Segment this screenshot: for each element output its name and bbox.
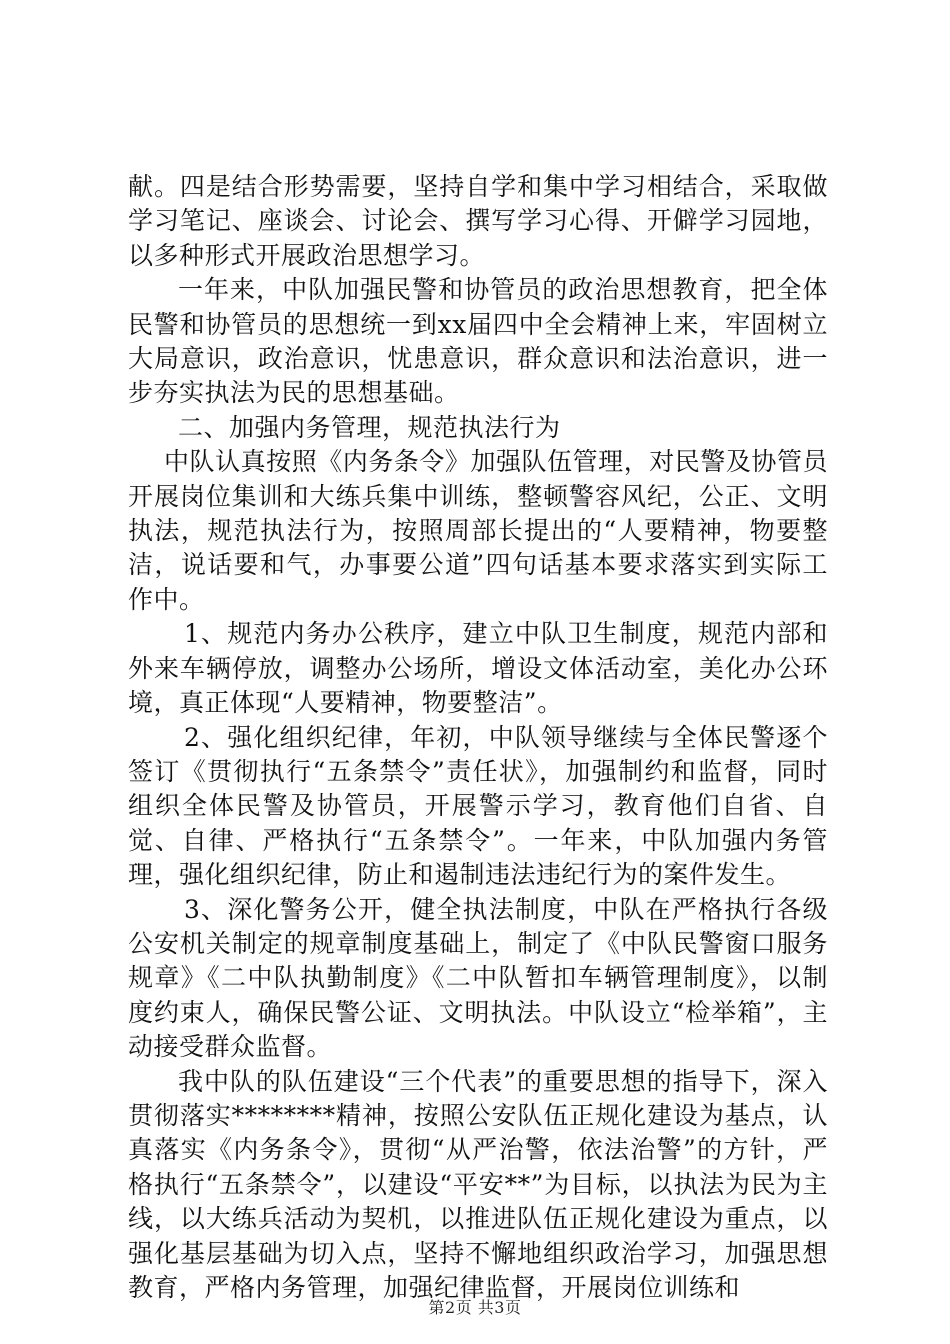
section-heading: 二、加强内务管理，规范执法行为 [178,412,561,442]
paragraph-continuation: 献。四是结合形势需要，坚持自学和集中学习相结合，采取做学习笔记、座谈会、讨论会、撰写学习心得、开僻学习园地，以多种形式开展政治思想学习。 [128,172,828,270]
document-body [128,170,828,1305]
paragraph-political-education: 一年来，中队加强民警和协管员的政治思想教育，把全体民警和协管员的思想统一到xx届四中全会精神上来，牢固树立大局意识，政治意识，忧患意识，群众意识和法治意识，进一步夯实执法为民的思想基础。 [128,275,828,408]
paragraph-internal-affairs: 中队认真按照《内务条令》加强队伍管理，对民警及协管员开展岗位集训和大练兵集中训练，整顿警容风纪，公正、文明执法，规范执法行为，按照周部长提出的“人要精神，物要整洁，说话要和气，办事要公道”四句话基本要求落实到实际工作中。 [128,447,828,614]
page-number-footer: 第2页 共3页 [428,1298,522,1317]
paragraph-item-2: 2、强化组织纪律，年初，中队领导继续与全体民警逐个签订《贯彻执行“五条禁令”责任状》，加强制约和监督，同时组织全体民警及协管员，开展警示学习，教育他们自省、自觉、自律、严格执行“五条禁令”。一年来，中队加强内务管理，强化组织纪律，防止和遏制违法违纪行为的案件发生。 [128,722,828,890]
paragraph-team-building: 我中队的队伍建设“三个代表”的重要思想的指导下，深入贯彻落实********精神，按照公安队伍正规化建设为基点，认真落实《内务条令》，贯彻“从严治警，依法治警”的方针，严格执行“五条禁令”，以建设“平安**”为目标，以执法为民为主线，以大练兵活动为契机，以推进队伍正规化建设为重点，以强化基层基础为切入点，坚持不懈地组织政治学习，加强思想教育，严格内务管理，加强纪律监督，开展岗位训练和 [128,1066,828,1302]
paragraph-item-3: 3、深化警务公开，健全执法制度，中队在严格执行各级公安机关制定的规章制度基础上，制定了《中队民警窗口服务规章》《二中队执勤制度》《二中队暂扣车辆管理制度》，以制度约束人，确保民警公证、文明执法。中队设立“检举箱”，主动接受群众监督。 [128,894,828,1062]
paragraph-item-1: 1、规范内务办公秩序，建立中队卫生制度，规范内部和外来车辆停放，调整办公场所，增设文体活动室，美化办公环境，真正体现“人要精神，物要整洁”。 [128,619,828,718]
